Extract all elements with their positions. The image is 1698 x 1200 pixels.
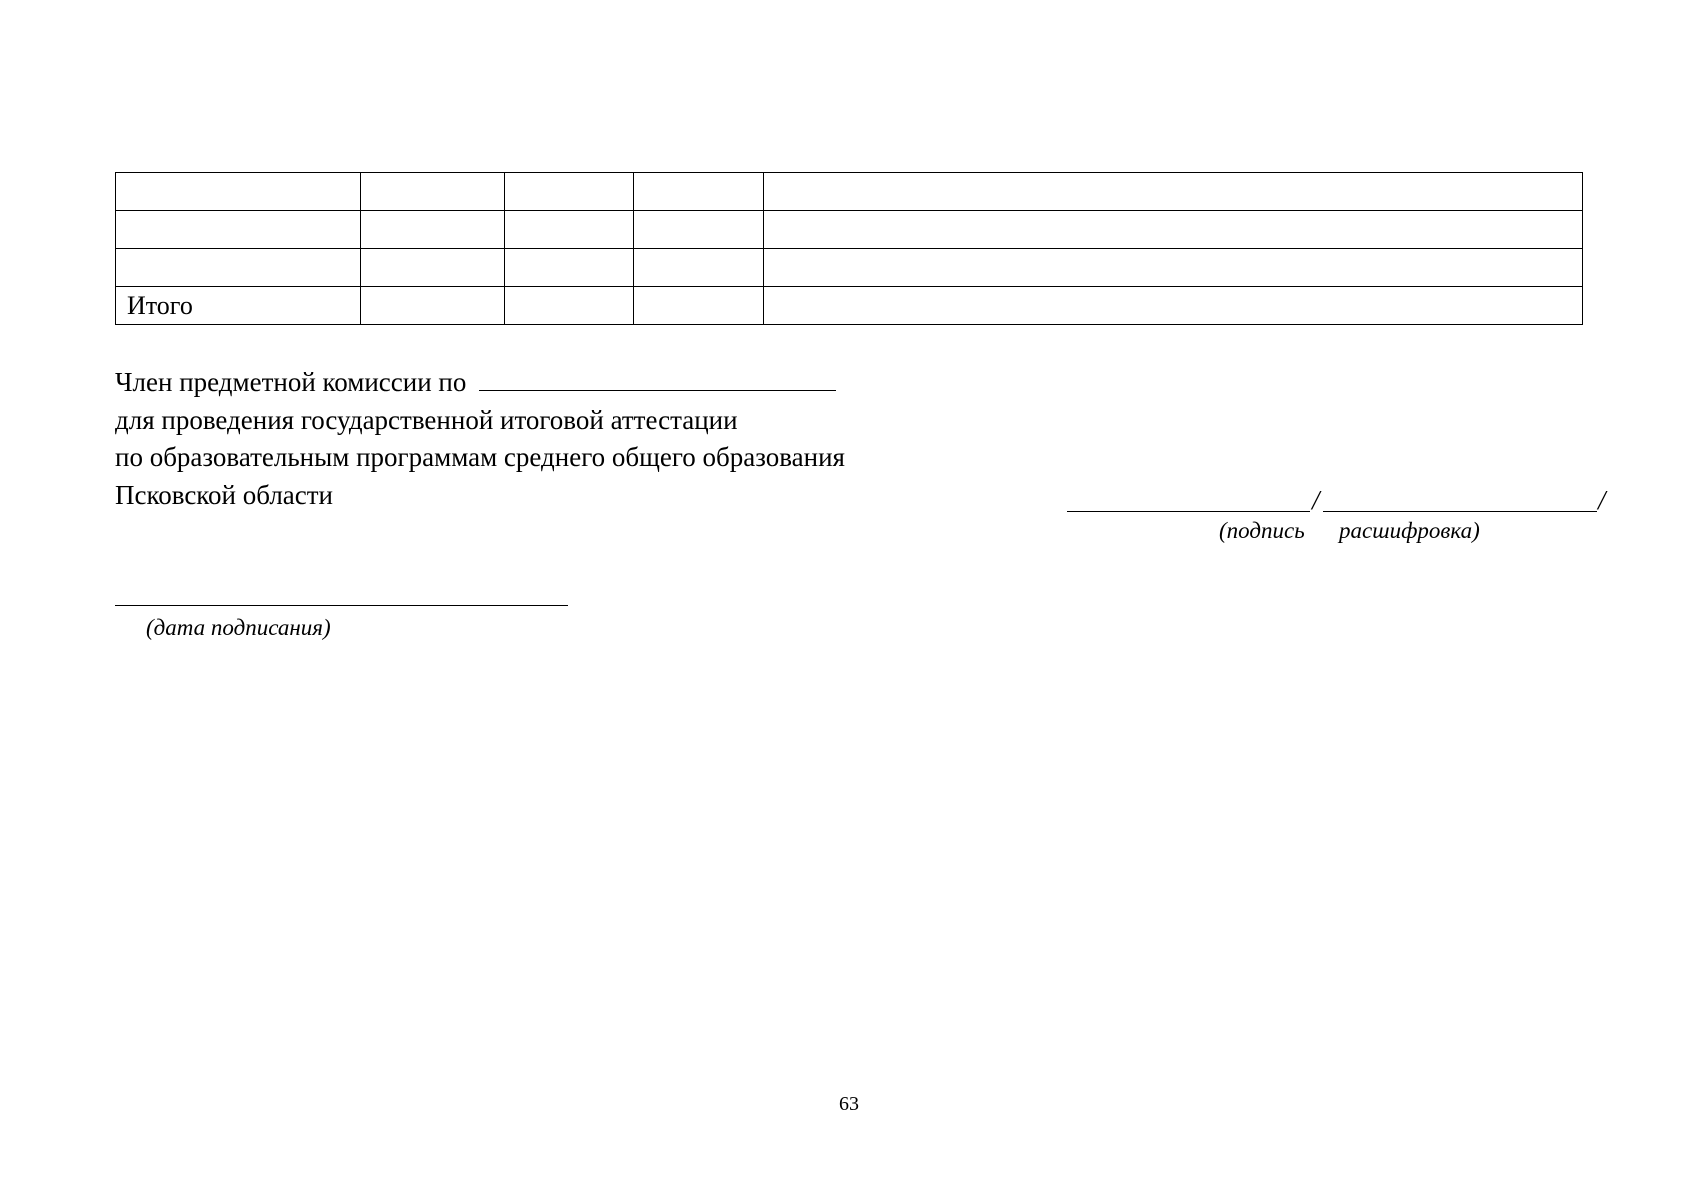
- table-cell: [505, 249, 634, 287]
- decoding-slash: /: [1598, 485, 1606, 515]
- commission-line-1: [115, 364, 845, 402]
- commission-line-3: по образовательным программам среднего общего образования: [115, 442, 845, 472]
- table-cell: [116, 173, 361, 211]
- total-label-cell: Итого: [116, 287, 361, 325]
- table-cell: [764, 287, 1583, 325]
- table-cell: [764, 173, 1583, 211]
- table-cell: [505, 211, 634, 249]
- table-cell: [634, 287, 764, 325]
- table-row-total: [116, 287, 1583, 325]
- commission-line-2: для проведения государственной итоговой аттестации: [115, 404, 738, 435]
- table-cell: [764, 211, 1583, 249]
- table-cell: [505, 287, 634, 325]
- table-cell: [634, 173, 764, 211]
- table-cell: [361, 249, 505, 287]
- signature-slash: /: [1312, 485, 1320, 515]
- table-cell: [361, 287, 505, 325]
- table-row: [116, 173, 1583, 211]
- date-blank-field[interactable]: [115, 605, 568, 606]
- table-cell: [361, 173, 505, 211]
- commission-member-block: [115, 364, 845, 514]
- signature-blank-field[interactable]: [1067, 485, 1310, 512]
- date-caption: (дата подписания): [146, 615, 331, 640]
- table-cell: [634, 249, 764, 287]
- signature-fields: [1067, 482, 1607, 515]
- table-row: [116, 249, 1583, 287]
- table-cell: [634, 211, 764, 249]
- table-cell: [116, 249, 361, 287]
- signature-caption: (подпись: [1219, 518, 1305, 543]
- decoding-caption: расшифровка): [1339, 518, 1480, 543]
- commission-subject-label: Член предметной комиссии по: [115, 367, 467, 397]
- table-cell: [116, 211, 361, 249]
- decoding-blank-field[interactable]: [1323, 485, 1597, 512]
- table-cell: [764, 249, 1583, 287]
- table-cell: [505, 173, 634, 211]
- results-table: [115, 172, 1583, 325]
- page-number: 63: [839, 1093, 859, 1115]
- commission-line-4: Псковской области: [115, 479, 334, 510]
- subject-blank-field[interactable]: [479, 364, 836, 391]
- table-row: [116, 211, 1583, 249]
- table-cell: [361, 211, 505, 249]
